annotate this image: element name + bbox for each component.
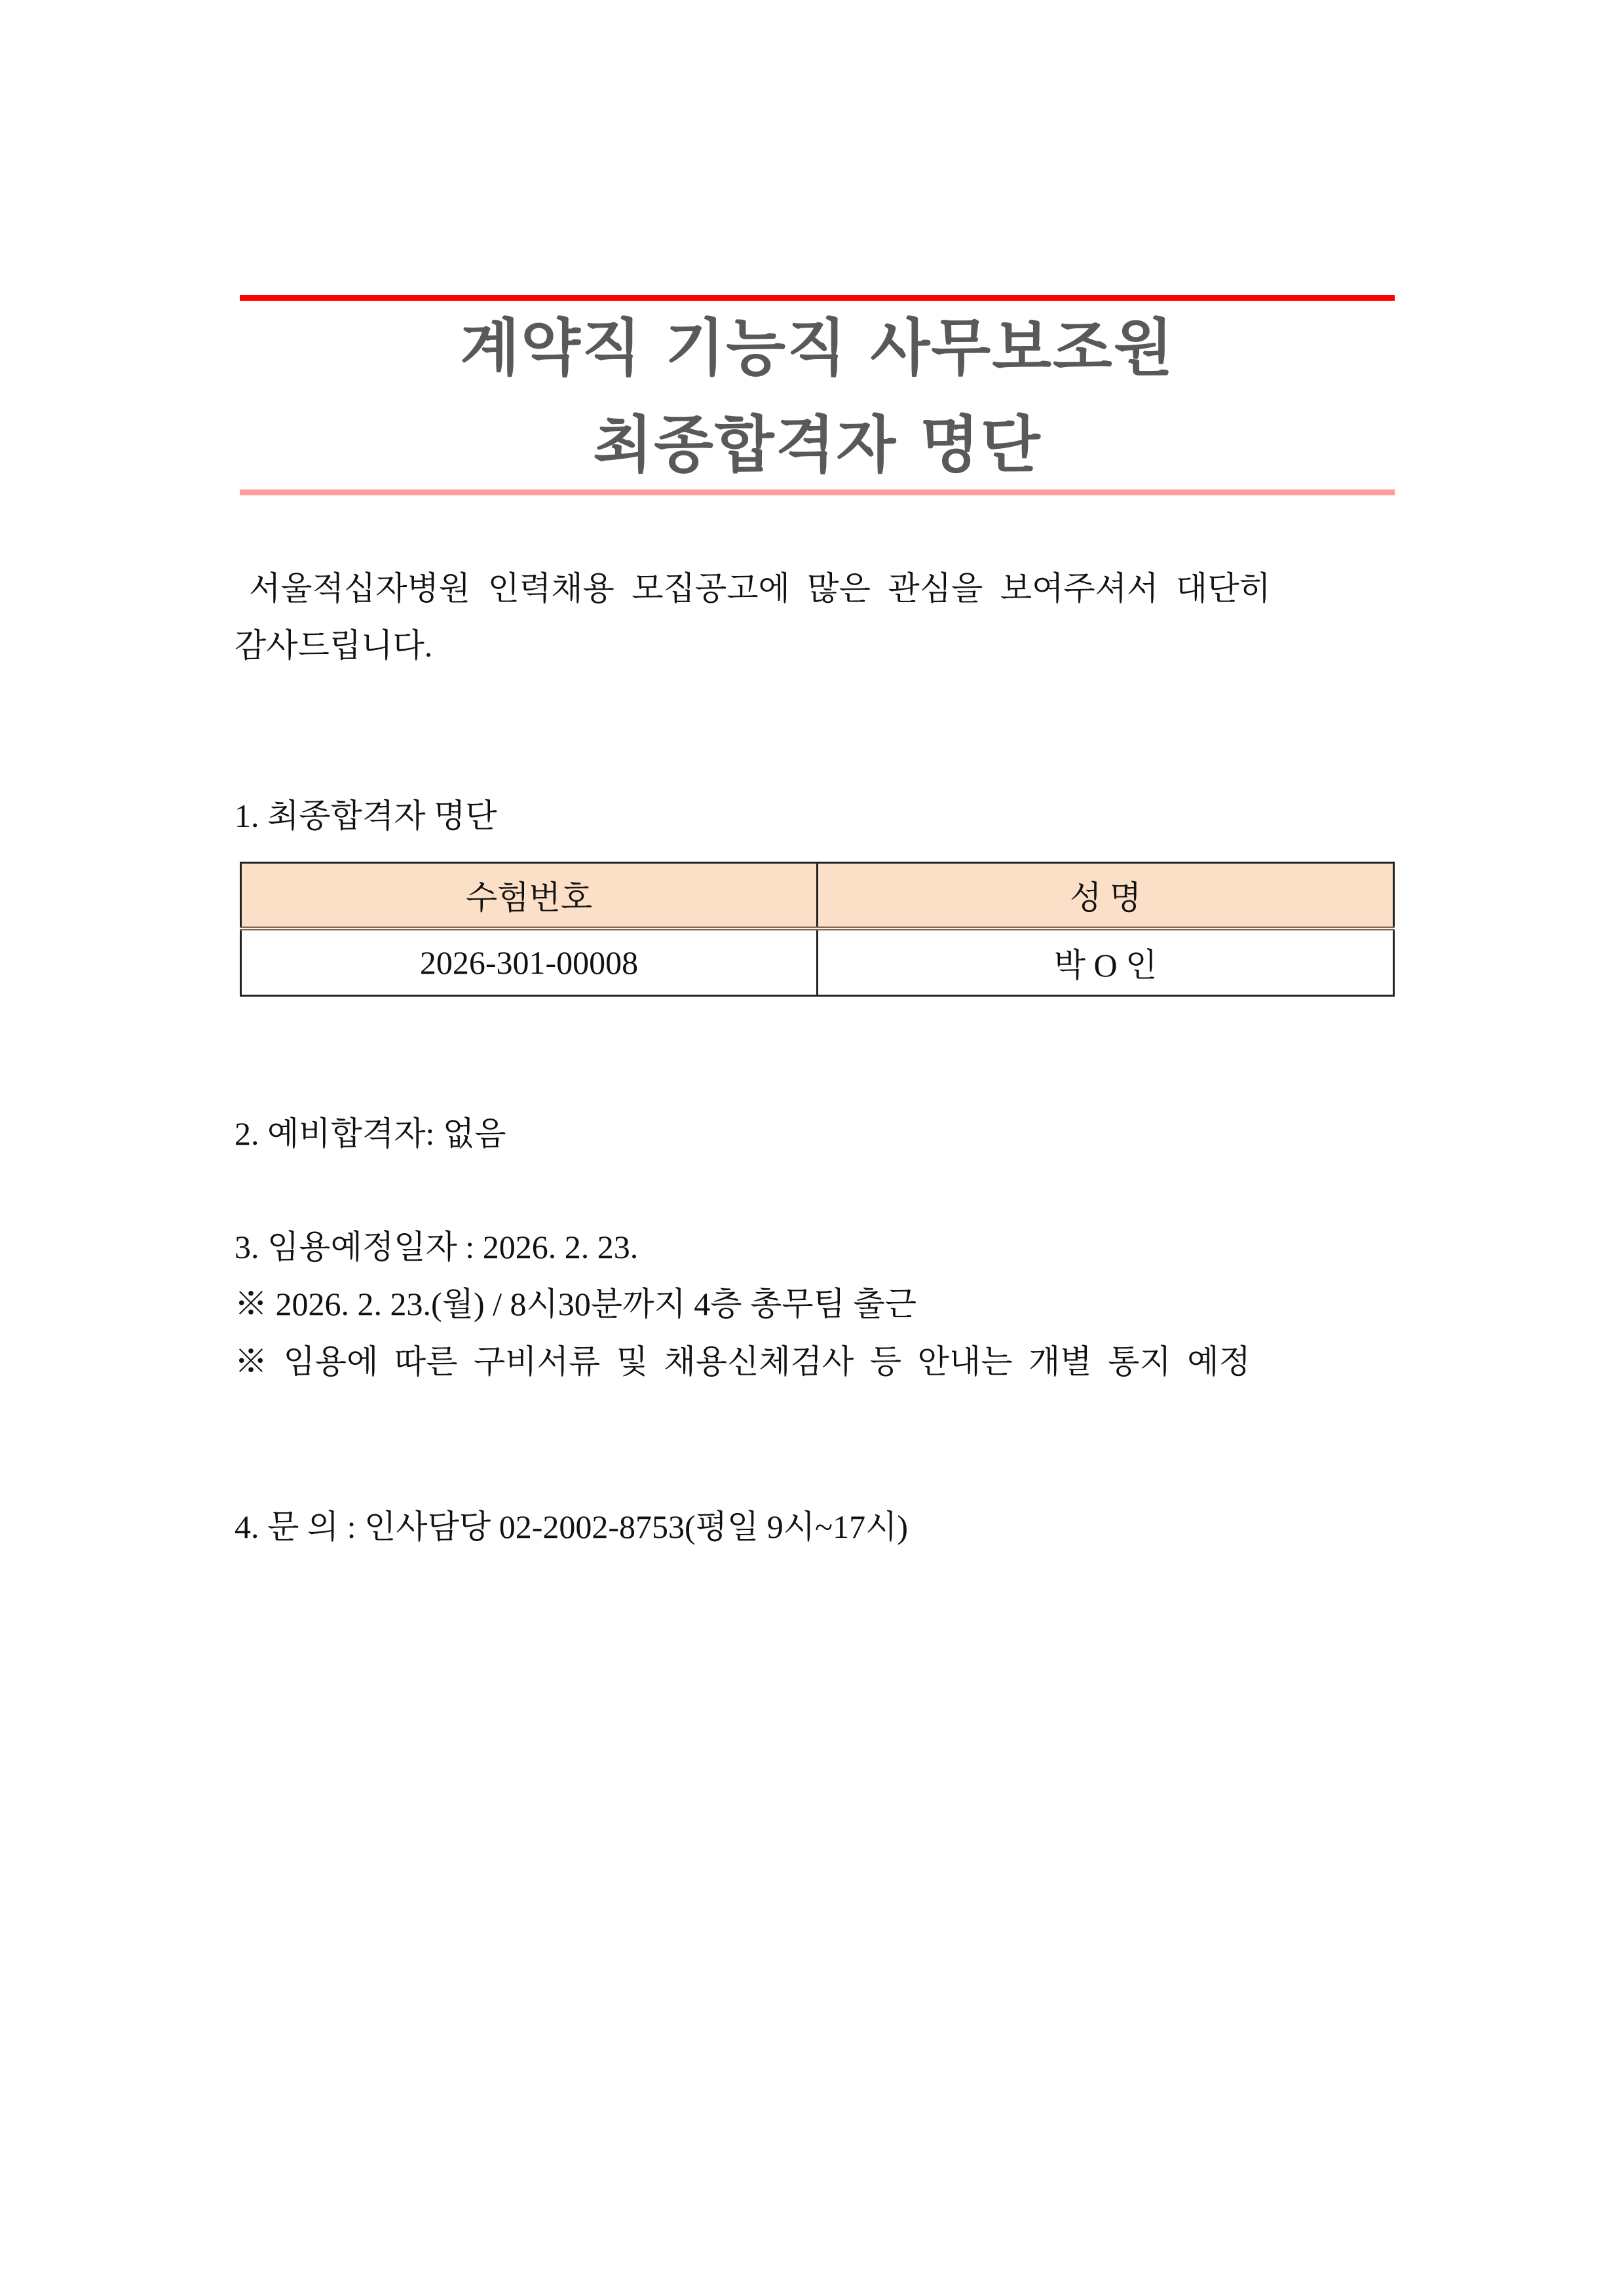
section-4-inquiry: 4. 문 의 : 인사담당 02-2002-8753(평일 9시~17시)	[235, 1508, 909, 1545]
section-3-note-2: ※ 임용에 따른 구비서류 및 채용신체검사 등 안내는 개별 통지 예정	[235, 1343, 1251, 1380]
title-top-rule	[240, 295, 1395, 301]
table-row	[241, 928, 1394, 996]
cell-name: 박 O 인	[818, 928, 1394, 996]
column-header-exam-number: 수험번호	[241, 863, 818, 929]
page-title-line-2: 최종합격자 명단	[593, 410, 1042, 481]
column-header-name: 성 명	[818, 863, 1394, 929]
section-3-note-1: ※ 2026. 2. 23.(월) / 8시30분까지 4층 총무팀 출근	[235, 1286, 916, 1322]
section-2-reserve-passers: 2. 예비합격자: 없음	[235, 1115, 506, 1152]
page-title-line-1: 계약직 기능직 사무보조원	[460, 313, 1175, 384]
intro-text-line-1: 서울적십자병원 인력채용 모집공고에 많은 관심을 보여주셔서 대단히	[249, 570, 1271, 607]
title-bottom-rule	[240, 489, 1395, 495]
table-header-row	[241, 863, 1394, 929]
final-passers-table	[240, 862, 1395, 997]
cell-exam-number: 2026-301-00008	[241, 928, 818, 996]
section-1-heading: 1. 최종합격자 명단	[235, 797, 497, 834]
section-3-appointment-date: 3. 임용예정일자 : 2026. 2. 23.	[235, 1229, 639, 1265]
intro-text-line-2: 감사드립니다.	[235, 627, 433, 664]
